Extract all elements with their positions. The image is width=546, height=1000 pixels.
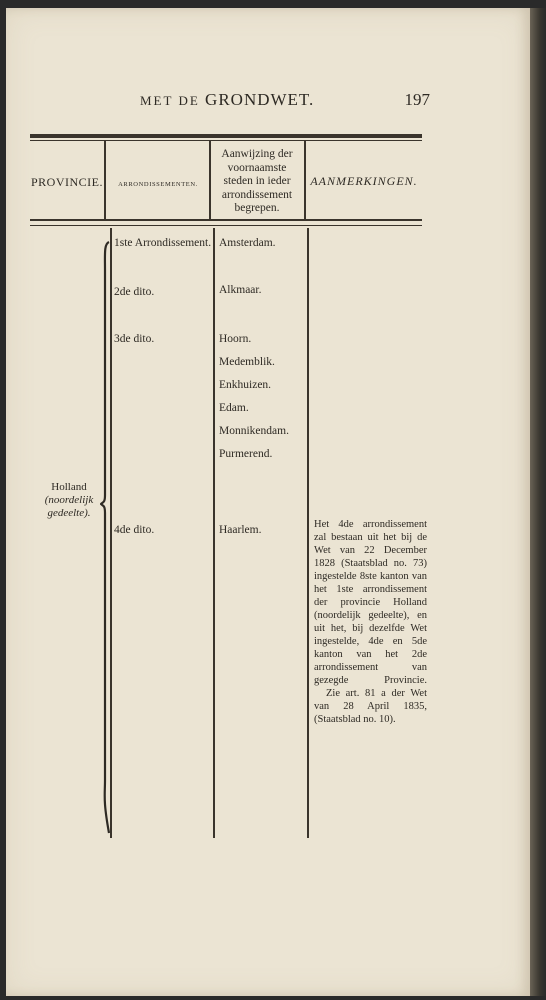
running-title-small: MET DE [140,93,200,108]
column-header-provincie: PROVINCIE. [30,175,103,189]
arrondissement-2: 2de dito. [114,286,155,298]
town-hoorn: Hoorn. [219,333,252,345]
column-header-steden-line: arrondissement [221,188,293,201]
column-header-aanmerkingen: AANMERKINGEN. [310,174,418,188]
column-header-steden-line: begrepen. [234,202,280,214]
column-divider-2 [213,228,215,838]
arrondissement-4: 4de dito. [114,524,155,536]
remark-paragraph: Zie art. 81 a der Wet van 28 April 1835, (Staatsblad no. 10). [314,688,427,725]
column-header-steden-line: steden in ieder [223,175,291,187]
town-edam: Edam. [219,402,249,414]
page-number: 197 [404,90,430,109]
province-part: gedeelte). [47,507,91,519]
arrondissement-1: 1ste Arrondissement. [114,237,212,249]
arrondissement-3: 3de dito. [114,333,155,345]
town-alkmaar: Alkmaar. [219,284,262,296]
header-rule-2 [30,225,422,226]
town-monnikendam: Monnikendam. [219,425,289,437]
running-title [140,90,314,110]
remark-paragraph: Het 4de arrondissement zal bestaan uit het bij de Wet van 22 December 1828 (Staatsblad no. 73) ingestelde 8ste kanton van het 1ste arrondissement der provincie Holland (noordelijk gedeelte), en uit het, bij dezelfde Wet ingestelde, 4de en 5de kanton van het 2de arrondissement van gezegde Provincie. [314,519,427,686]
town-medemblik: Medemblik. [219,356,275,368]
province-brace [100,240,114,835]
top-rule-thin [30,140,422,141]
province-name: Holland [51,481,87,493]
province-label [33,481,105,520]
column-header-steden-line: Aanwijzing der [221,148,293,160]
town-purmerend: Purmerend. [219,448,273,460]
page-edge [530,8,546,996]
remark-text [314,518,427,726]
page-header [140,90,430,110]
running-title-large: GRONDWET. [205,90,315,109]
header-rule-1 [30,219,422,221]
province-part: (noordelijk [44,494,94,506]
town-haarlem: Haarlem. [219,524,262,536]
top-rule-thick [30,134,422,138]
town-enkhuizen: Enkhuizen. [219,379,272,391]
column-divider-1-head [104,141,106,221]
column-header-steden-line: voornaamste [227,161,287,174]
column-header-steden [210,148,304,216]
town-amsterdam: Amsterdam. [219,237,276,249]
column-header-arrondissementen: ARRONDISSEMENTEN. [118,181,198,188]
column-divider-3 [307,228,309,838]
